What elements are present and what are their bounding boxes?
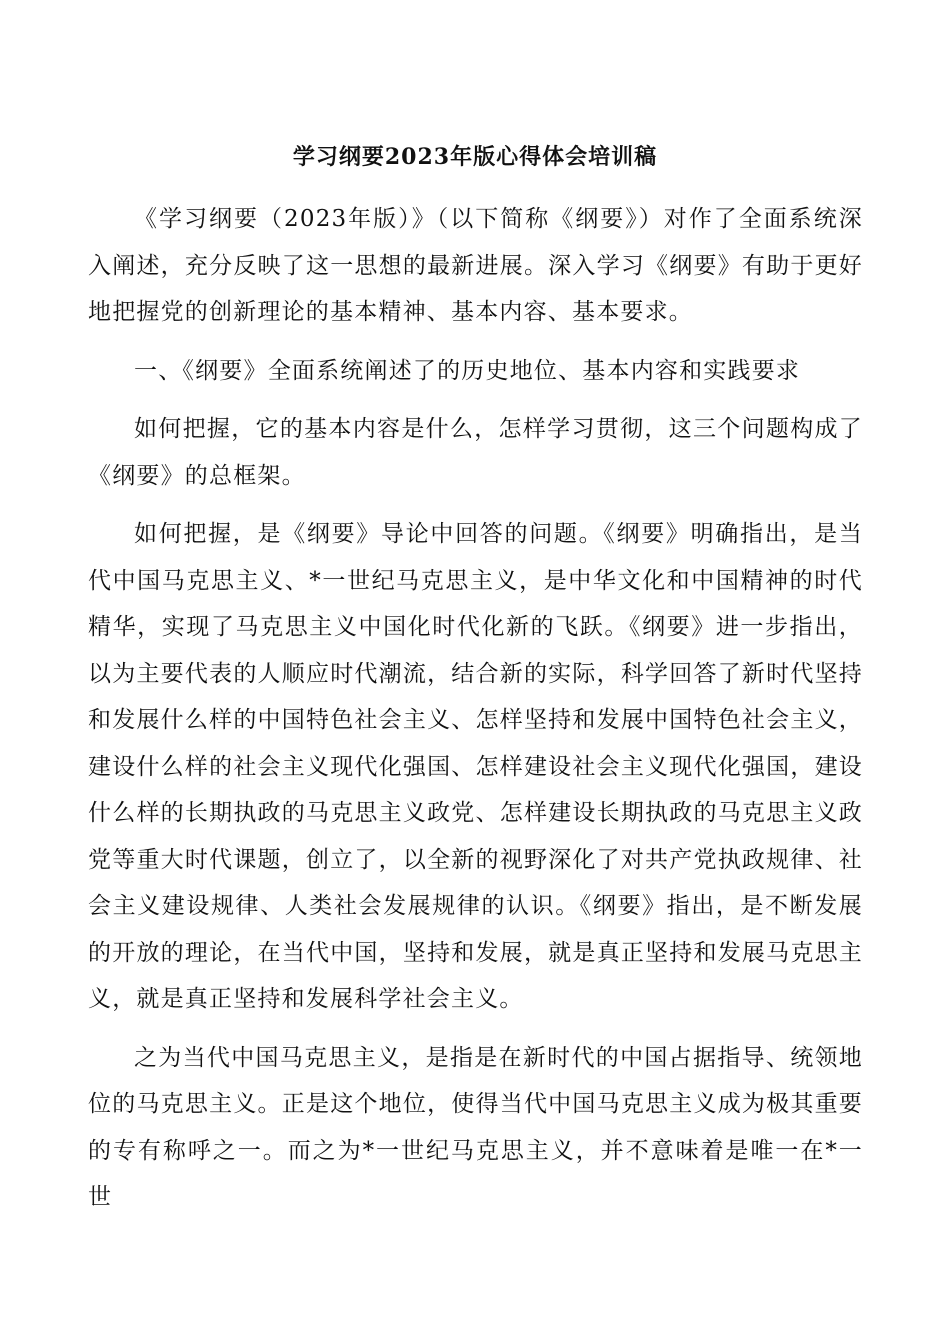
paragraph-understanding: 如何把握，是《纲要》导论中回答的问题。《纲要》明确指出，是当代中国马克思主义、*一世纪马克思主义，是中华文化和中国精神的时代精华，实现了马克思主义中国化时代化新的飞跃。《纲要》进一步指出，以为主要代表的人顺应时代潮流，结合新的实际，科学回答了新时代坚持和发展什么样的中国特色社会主义、怎样坚持和发展中国特色社会主义，建设什么样的社会主义现代化强国、怎样建设社会主义现代化强国，建设什么样的长期执政的马克思主义政党、怎样建设长期执政的马克思主义政党等重大时代课题，创立了，以全新的视野深化了对共产党执政规律、社会主义建设规律、人类社会发展规律的认识。《纲要》指出，是不断发展的开放的理论，在当代中国，坚持和发展，就是真正坚持和发展马克思主义，就是真正坚持和发展科学社会主义。 [88,521,863,1012]
section-heading-one: 一、《纲要》全面系统阐述了的历史地位、基本内容和实践要求 [134,357,801,384]
document-title: 学习纲要2023年版心得体会培训稿 [292,144,658,170]
paragraph-framework: 如何把握，它的基本内容是什么，怎样学习贯彻，这三个问题构成了《纲要》的总框架。 [88,416,863,489]
document-body [88,196,863,1233]
paragraph-intro: 《学习纲要（2023年版）》（以下简称《纲要》）对作了全面系统深入阐述，充分反映了这一思想的最新进展。深入学习《纲要》有助于更好地把握党的创新理论的基本精神、基本内容、基本要求。 [88,206,863,325]
paragraph-contemporary-marxism: 之为当代中国马克思主义，是指是在新时代的中国占据指导、统领地位的马克思主义。正是这个地位，使得当代中国马克思主义成为极其重要的专有称呼之一。而之为*一世纪马克思主义，并不意味着是唯一在*一世 [88,1044,863,1210]
